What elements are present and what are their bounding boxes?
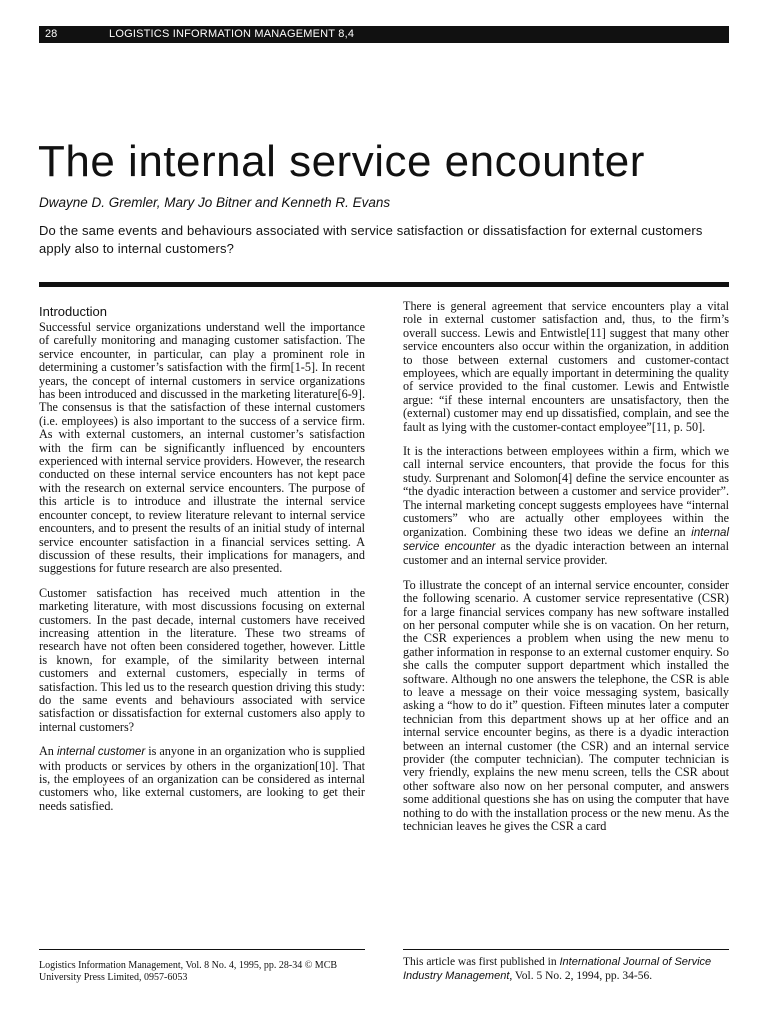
citation-footer: Logistics Information Management, Vol. 8 No. 4, 1995, pp. 28-34 © MCB University Press Limited, 0957-6053 — [39, 960, 338, 983]
publication-note-text: This article was first published in — [403, 956, 560, 968]
publication-note — [403, 955, 729, 983]
running-header — [39, 26, 729, 43]
page-number: 28 — [45, 28, 58, 40]
right-column — [403, 300, 729, 844]
title-divider — [39, 282, 729, 287]
paragraph: Successful service organizations understand well the importance of carefully monitoring and managing customer satisfaction. The service encounter, in particular, can play a prominent role in determining a customer’s satisfaction with the firm[1-5]. In recent years, the concept of internal customers in service organizations has been introduced and discussed in the marketing literature[6-9]. The consensus is that the satisfaction of these internal customers (i.e. employees) is also important to the success of a service firm. As with external customers, an internal customer’s satisfaction with the firm can be significantly influenced by encounters experienced with internal service providers. However, the research conducted on these internal service encounters has not kept pace with the research on external service encounters. The purpose of this article is to introduce and illustrate the internal service encounter concept, to review literature relevant to internal service encounters, and to present the results of an initial study of internal service encounter satisfaction in a financial services setting. A discussion of these results, their implications for managers, and suggestions for future research are also presented. — [39, 320, 365, 576]
journal-running-title: LOGISTICS INFORMATION MANAGEMENT 8,4 — [109, 28, 355, 40]
article-title: The internal service encounter — [38, 137, 645, 186]
original-journal-title: International Journal of Service Industry Management — [403, 956, 712, 982]
emphasized-term: internal service encounter — [403, 526, 729, 553]
paragraph-text: It is the interactions between employees within a firm, which we call internal service encounters, that provide the focus for this study. Surprenant and Solomon[4] define the service encounter as “the dyadic interaction between a customer and service provider”. The internal marketing concept suggests employees have “internal customers” who are actually other employees within the organization. Combining these two ideas we define an — [403, 444, 729, 539]
section-heading-introduction: Introduction — [39, 304, 107, 319]
footer-divider-right — [403, 949, 729, 950]
paragraph — [39, 745, 365, 813]
emphasized-term: internal customer — [56, 746, 146, 759]
article-abstract: Do the same events and behaviours associated with service satisfaction or dissatisfaction for external customers apply also to internal customers? — [39, 223, 703, 256]
paragraph — [403, 445, 729, 568]
paragraph: To illustrate the concept of an internal service encounter, consider the following scenario. A customer service representative (CSR) for a large financial services company has new software installed on her personal computer while she is on vacation. On her return, the CSR experiences a problem when using the new menu to gather information in response to an external customer enquiry. So she calls the computer support department which installed the software. Although no one answers the telephone, the CSR is able to leave a message on their voice messaging system, basically asking a “how to do it” question. Fifteen minutes later a computer technician from this department shows up at her office and an internal service encounter begins, as there is a dyadic interaction between an internal customer (the CSR) and an internal service provider (the computer technician). The computer technician is very friendly, explains the new menu screen, tells the CSR about other software also now on her personal computer, and answers some additional questions she has on using the computer that have nothing to do with the installation process or the new menu. As the technician leaves he gives the CSR a card — [403, 577, 729, 834]
article-authors: Dwayne D. Gremler, Mary Jo Bitner and Kenneth R. Evans — [39, 195, 391, 210]
paragraph-text: An — [39, 744, 57, 759]
paragraph-text: is anyone in an organization who is supplied with products or services by others in the organization[10]. That is, the employees of an organization can be considered as internal customers who, like external customers, are looking to get their needs satisfied. — [39, 744, 365, 813]
footer-divider-left — [39, 949, 365, 950]
paragraph: There is general agreement that service encounters play a vital role in external customer satisfaction and, thus, to the firm’s overall success. Lewis and Entwistle[11] suggest that many other service encounters also occur within the organization, in addition to those between external customers and customer-contact employees, which are equally important in determining the quality of service provided to the final customer. Lewis and Entwistle argue: “if these internal encounters are unsatisfactory, then the (external) customer may end up dissatisfied, complain, and see the fault as lying with the customer-contact employee”[11, p. 50]. — [403, 299, 729, 434]
publication-note-text: , Vol. 5 No. 2, 1994, pp. 34-56. — [509, 970, 653, 982]
left-column — [39, 300, 365, 824]
paragraph: Customer satisfaction has received much attention in the marketing literature, with most discussions focusing on external customers. In the past decade, internal customers have received increasing attention in the literature. These two streams of research have not often been considered together, however. Little is known, for example, of the similarity between internal customers and external customers, especially in terms of satisfaction. This led us to the research question driving this study: do the same events and behaviours associated with service satisfaction or dissatisfaction for external customers also apply to internal customers? — [39, 585, 365, 734]
paragraph-text: as the dyadic interaction between an internal customer and an internal service provider. — [403, 538, 729, 568]
